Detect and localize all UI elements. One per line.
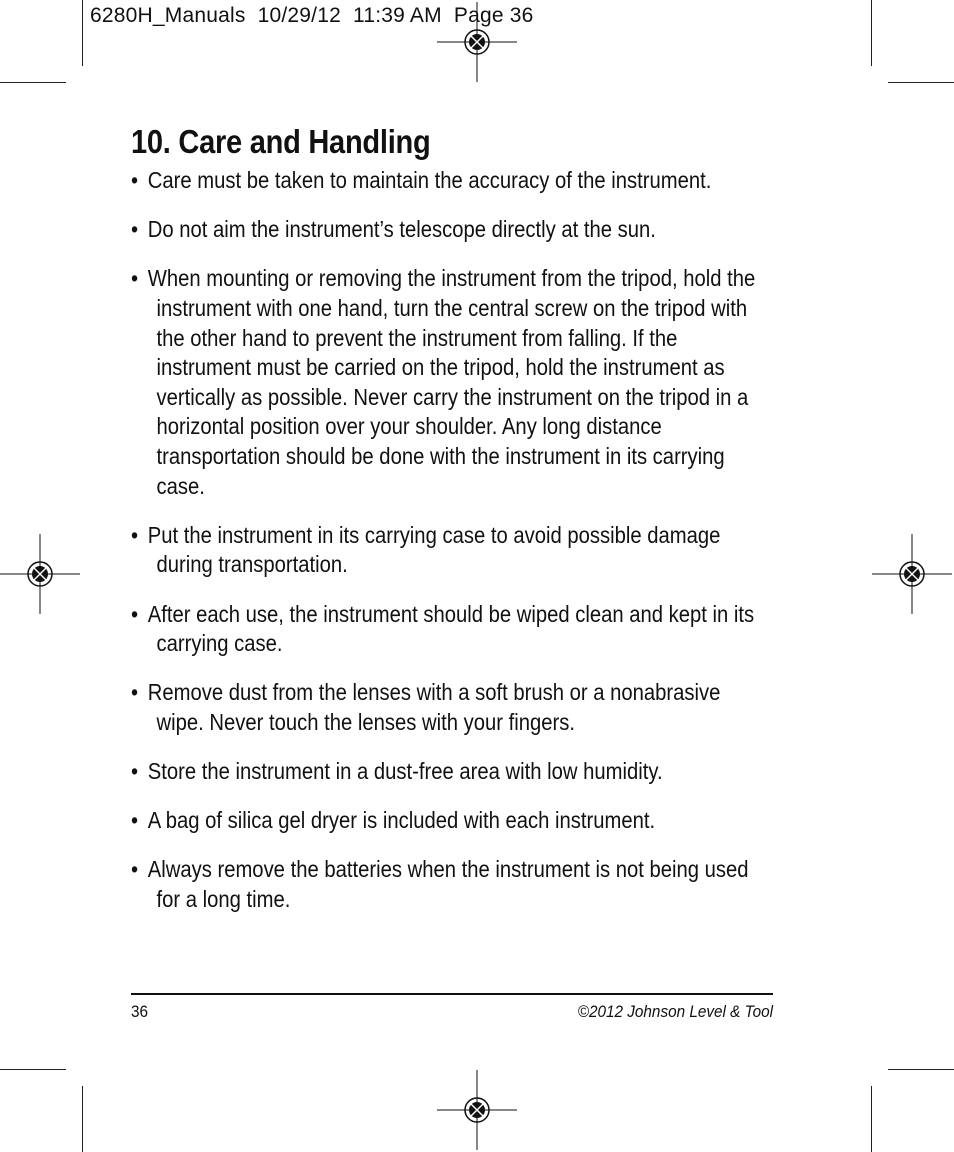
- bullet-text: When mounting or removing the instrument from the tripod, hold the instrument with one hand, turn the central screw on the tripod with the other hand to prevent the instrument from falling. If the instrument must be carried on the tripod, hold the instrument as vertically as possible. Never carry the instrument on the tripod in a horizontal position over your shoulder. Any long distance transportation should be done with the instrument in its carrying case.: [147, 265, 756, 499]
- printer-slug-line: 6280H_Manuals 10/29/12 11:39 AM Page 36: [90, 4, 534, 27]
- bullet-text: After each use, the instrument should be wiped clean and kept in its carrying case.: [147, 600, 755, 657]
- bullet-item-storage: [131, 757, 765, 787]
- section-title: 10. Care and Handling: [131, 123, 431, 160]
- crop-mark-top-left-vertical: [82, 0, 83, 66]
- copyright-notice: ©2012 Johnson Level & Tool: [577, 1002, 773, 1021]
- bullet-item-wipe-clean: [131, 600, 765, 659]
- crop-mark-top-left-horizontal: [0, 82, 66, 83]
- bullet-dot: •: [131, 600, 139, 627]
- page-number: 36: [131, 1002, 149, 1021]
- bullet-dot: •: [131, 521, 139, 548]
- bullet-item-sun: [131, 215, 765, 245]
- bullet-text: Do not aim the instrument’s telescope directly at the sun.: [147, 216, 656, 243]
- bullet-dot: •: [131, 758, 139, 785]
- bullet-item-carrying-case: [131, 521, 765, 580]
- crop-mark-top-right-horizontal: [888, 82, 954, 83]
- bullet-item-tripod: [131, 264, 765, 501]
- registration-mark-bottom-icon: [437, 1070, 517, 1150]
- crop-mark-top-right-vertical: [871, 0, 872, 66]
- registration-mark-top-icon: [437, 2, 517, 82]
- crop-mark-bottom-left-vertical: [82, 1086, 83, 1152]
- bullet-text: Put the instrument in its carrying case to avoid possible damage during transportation.: [147, 521, 721, 578]
- bullet-dot: •: [131, 807, 139, 834]
- registration-mark-right-icon: [872, 534, 952, 614]
- bullet-item-silica-gel: [131, 806, 765, 836]
- bullet-item-accuracy: [131, 166, 765, 196]
- bullet-dot: •: [131, 216, 139, 243]
- bullet-text: Remove dust from the lenses with a soft brush or a nonabrasive wipe. Never touch the lenses with your fingers.: [147, 679, 721, 735]
- care-handling-list: [131, 166, 765, 934]
- bullet-dot: •: [131, 265, 139, 292]
- bullet-item-batteries: [131, 855, 765, 914]
- registration-mark-left-icon: [0, 534, 80, 614]
- bullet-dot: •: [131, 856, 139, 883]
- bullet-text: A bag of silica gel dryer is included with each instrument.: [147, 807, 656, 834]
- footer-divider: [131, 993, 773, 995]
- crop-mark-bottom-right-horizontal: [888, 1069, 954, 1070]
- bullet-dot: •: [131, 679, 139, 706]
- bullet-item-lenses: [131, 678, 765, 737]
- bullet-text: Store the instrument in a dust-free area with low humidity.: [147, 758, 663, 785]
- bullet-text: Always remove the batteries when the instrument is not being used for a long time.: [147, 856, 749, 913]
- bullet-text: Care must be taken to maintain the accuracy of the instrument.: [147, 167, 712, 193]
- crop-mark-bottom-left-horizontal: [0, 1069, 66, 1070]
- crop-mark-bottom-right-vertical: [871, 1086, 872, 1152]
- bullet-dot: •: [131, 167, 139, 193]
